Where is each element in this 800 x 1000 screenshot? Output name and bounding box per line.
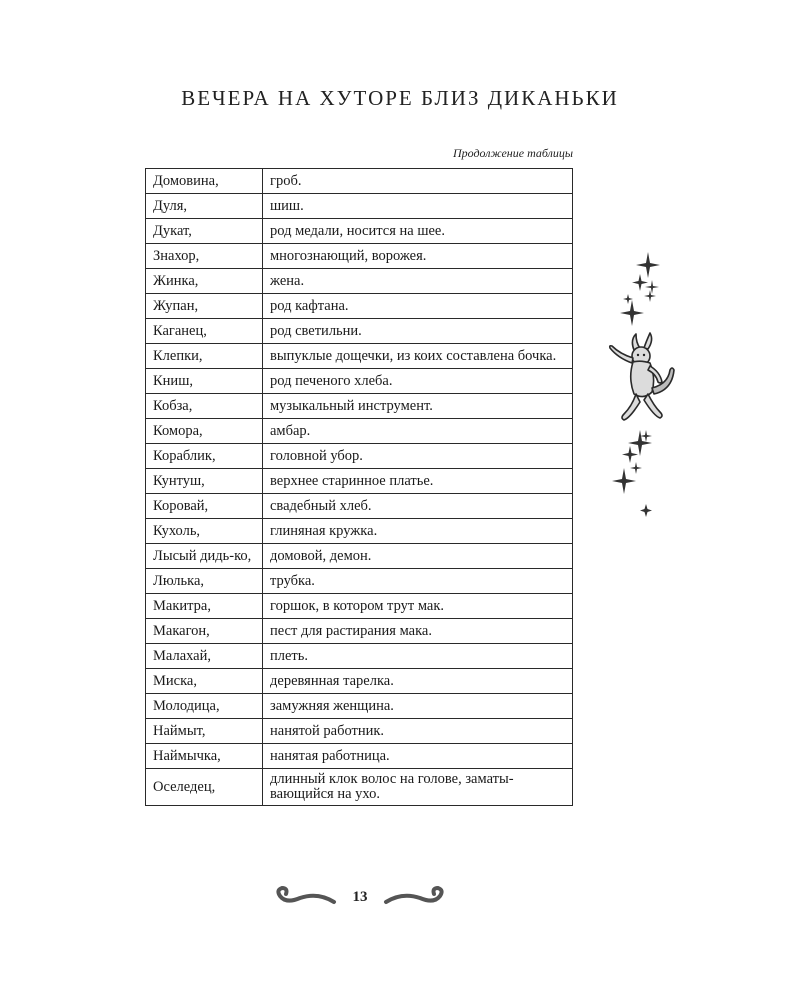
glossary-term: Коровай, — [146, 494, 263, 519]
glossary-term: Каганец, — [146, 319, 263, 344]
sparkle-icon — [620, 300, 644, 326]
sparkle-icon — [622, 446, 638, 463]
glossary-term: Жупан, — [146, 294, 263, 319]
glossary-definition: домовой, демон. — [263, 544, 573, 569]
glossary-definition: горшок, в котором трут мак. — [263, 594, 573, 619]
glossary-definition: шиш. — [263, 194, 573, 219]
glossary-definition: пест для растирания мака. — [263, 619, 573, 644]
table-row — [146, 494, 573, 519]
glossary-definition: жена. — [263, 269, 573, 294]
glossary-term: Кобза, — [146, 394, 263, 419]
table-row — [146, 219, 573, 244]
glossary-term: Кухоль, — [146, 519, 263, 544]
glossary-term: Миска, — [146, 669, 263, 694]
table-row — [146, 444, 573, 469]
glossary-term: Кораблик, — [146, 444, 263, 469]
page-footer — [270, 880, 450, 920]
glossary-definition: деревянная тарелка. — [263, 669, 573, 694]
glossary-term: Книш, — [146, 369, 263, 394]
table-row — [146, 544, 573, 569]
glossary-term: Дукат, — [146, 219, 263, 244]
glossary-definition: род светильни. — [263, 319, 573, 344]
sparkle-icon — [636, 252, 660, 278]
glossary-term: Оселедец, — [146, 769, 263, 806]
devil-figure-icon — [610, 333, 674, 420]
table-row — [146, 269, 573, 294]
glossary-term: Люлька, — [146, 569, 263, 594]
glossary-term: Дуля, — [146, 194, 263, 219]
page-number: 13 — [352, 889, 368, 905]
glossary-term: Кунтуш, — [146, 469, 263, 494]
table-row — [146, 194, 573, 219]
glossary-definition: музыкальный инструмент. — [263, 394, 573, 419]
sparkle-icon — [612, 468, 636, 494]
glossary-term: Макагон, — [146, 619, 263, 644]
sparkle-icon — [644, 290, 656, 302]
glossary-definition: род кафтана. — [263, 294, 573, 319]
glossary-definition: верхнее старинное платье. — [263, 469, 573, 494]
table-row — [146, 319, 573, 344]
table-row — [146, 769, 573, 806]
glossary-term: Комора, — [146, 419, 263, 444]
sparkle-icon — [632, 274, 648, 291]
table-row — [146, 694, 573, 719]
glossary-definition: род медали, носится на шее. — [263, 219, 573, 244]
table-row — [146, 469, 573, 494]
table-row — [146, 244, 573, 269]
glossary-table — [145, 168, 573, 806]
table-row — [146, 669, 573, 694]
table-row — [146, 644, 573, 669]
table-row — [146, 419, 573, 444]
sparkle-icon — [630, 462, 642, 474]
glossary-term: Знахор, — [146, 244, 263, 269]
glossary-term: Жинка, — [146, 269, 263, 294]
glossary-definition: трубка. — [263, 569, 573, 594]
table-continuation-note: Продолжение таблицы — [452, 146, 573, 160]
glossary-definition: глиняная кружка. — [263, 519, 573, 544]
glossary-term: Клепки, — [146, 344, 263, 369]
glossary-definition: многознающий, ворожея. — [263, 244, 573, 269]
glossary-definition: замужняя женщина. — [263, 694, 573, 719]
running-header-title: ВЕЧЕРА НА ХУТОРЕ БЛИЗ ДИКАНЬКИ — [181, 86, 619, 110]
glossary-definition: свадебный хлеб. — [263, 494, 573, 519]
glossary-definition: длинный клок волос на голове, заматы-вающийся на ухо. — [263, 769, 573, 806]
glossary-definition: плеть. — [263, 644, 573, 669]
table-row — [146, 719, 573, 744]
glossary-definition: амбар. — [263, 419, 573, 444]
glossary-definition: головной убор. — [263, 444, 573, 469]
table-row — [146, 744, 573, 769]
sparkle-icon — [640, 504, 652, 517]
table-row — [146, 394, 573, 419]
devil-with-stars-icon — [600, 250, 680, 520]
table-row — [146, 294, 573, 319]
glossary-term: Лысый дидь-ко, — [146, 544, 263, 569]
glossary-definition: нанятая работница. — [263, 744, 573, 769]
glossary-term: Макитра, — [146, 594, 263, 619]
glossary-definition: выпуклые дощечки, из коих составлена бочка. — [263, 344, 573, 369]
glossary-term: Наймыт, — [146, 719, 263, 744]
table-row — [146, 369, 573, 394]
glossary-term: Малахай, — [146, 644, 263, 669]
sparkle-icon — [623, 294, 633, 304]
table-row — [146, 519, 573, 544]
sparkle-icon — [645, 280, 659, 294]
table-row — [146, 344, 573, 369]
table-row — [146, 169, 573, 194]
glossary-term: Молодица, — [146, 694, 263, 719]
table-row — [146, 594, 573, 619]
glossary-definition: нанятой работник. — [263, 719, 573, 744]
glossary-definition: гроб. — [263, 169, 573, 194]
table-row — [146, 619, 573, 644]
sparkle-icon — [628, 430, 652, 456]
glossary-term: Наймычка, — [146, 744, 263, 769]
glossary-definition: род печеного хлеба. — [263, 369, 573, 394]
table-row — [146, 569, 573, 594]
glossary-term: Домовина, — [146, 169, 263, 194]
